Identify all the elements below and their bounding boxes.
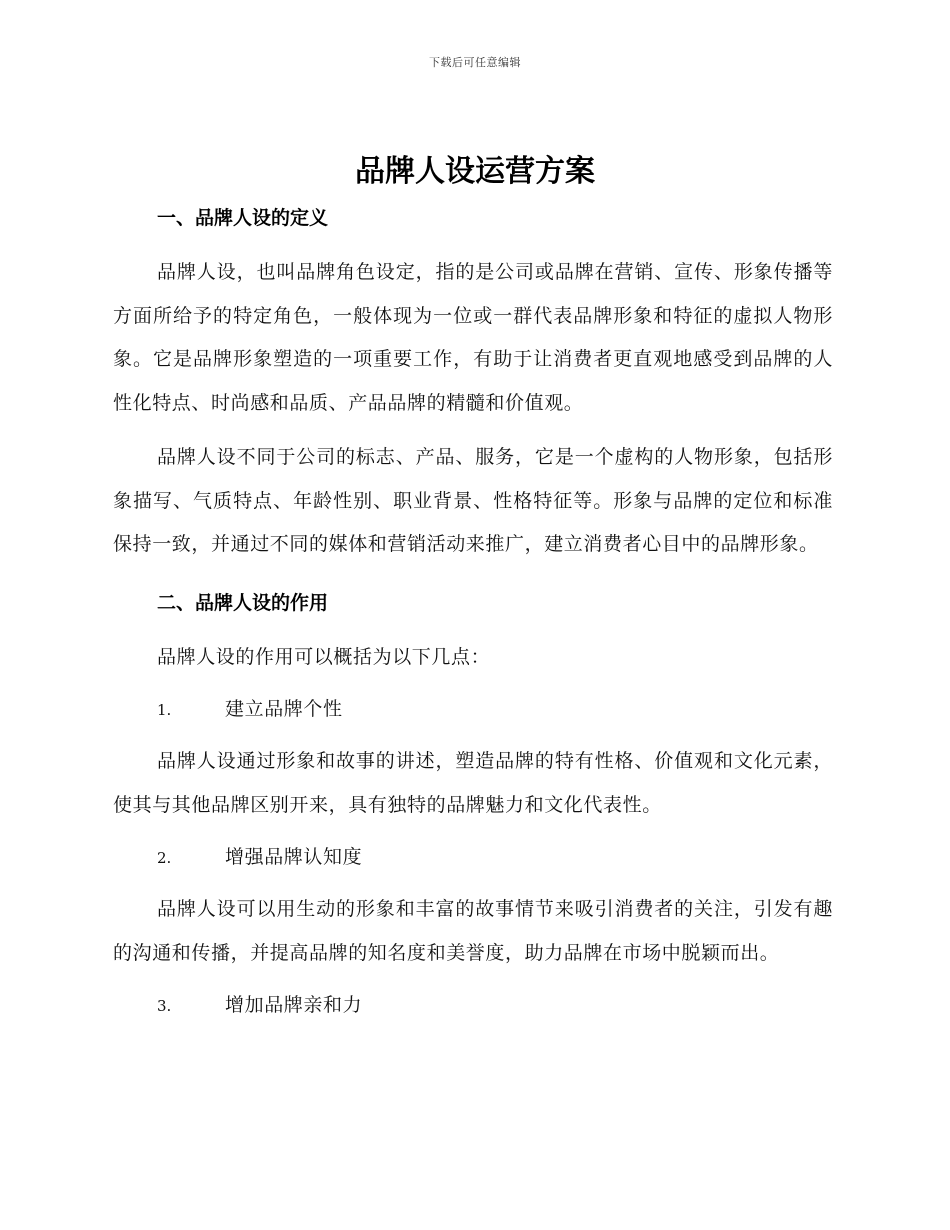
section-heading-definition: 一、品牌人设的定义 (157, 207, 329, 229)
list-item-title: 增强品牌认知度 (225, 846, 363, 868)
list-item-title: 增加品牌亲和力 (225, 994, 363, 1016)
list-item-title: 建立品牌个性 (225, 698, 343, 720)
document-body (113, 196, 833, 1036)
list-number: 2. (157, 849, 172, 867)
list-item-2 (113, 835, 833, 880)
list-number: 3. (157, 997, 172, 1015)
paragraph-definition-2: 品牌人设不同于公司的标志、产品、服务，它是一个虚构的人物形象，包括形象描写、气质特点、年龄性别、职业背景、性格特征等。形象与品牌的定位和标准保持一致，并通过不同的媒体和营销活动来推广，建立消费者心目中的品牌形象。 (113, 446, 833, 555)
list-item-3 (113, 983, 833, 1028)
page-header-note: 下载后可任意编辑 (429, 56, 521, 69)
paragraph-item-2: 品牌人设可以用生动的形象和丰富的故事情节来吸引消费者的关注，引发有趣的沟通和传播，并提高品牌的知名度和美誉度，助力品牌在市场中脱颖而出。 (113, 898, 833, 964)
document-title: 品牌人设运营方案 (355, 154, 595, 189)
paragraph-definition-1: 品牌人设，也叫品牌角色设定，指的是公司或品牌在营销、宣传、形象传播等方面所给予的特定角色，一般体现为一位或一群代表品牌形象和特征的虚拟人物形象。它是品牌形象塑造的一项重要工作，有助于让消费者更直观地感受到品牌的人性化特点、时尚感和品质、产品品牌的精髓和价值观。 (113, 261, 833, 414)
list-item-1 (113, 687, 833, 732)
paragraph-item-1: 品牌人设通过形象和故事的讲述，塑造品牌的特有性格、价值观和文化元素，使其与其他品牌区别开来，具有独特的品牌魅力和文化代表性。 (113, 750, 833, 816)
section-heading-function: 二、品牌人设的作用 (157, 591, 329, 614)
paragraph-function-intro: 品牌人设的作用可以概括为以下几点： (157, 645, 491, 668)
list-number: 1. (157, 701, 172, 719)
